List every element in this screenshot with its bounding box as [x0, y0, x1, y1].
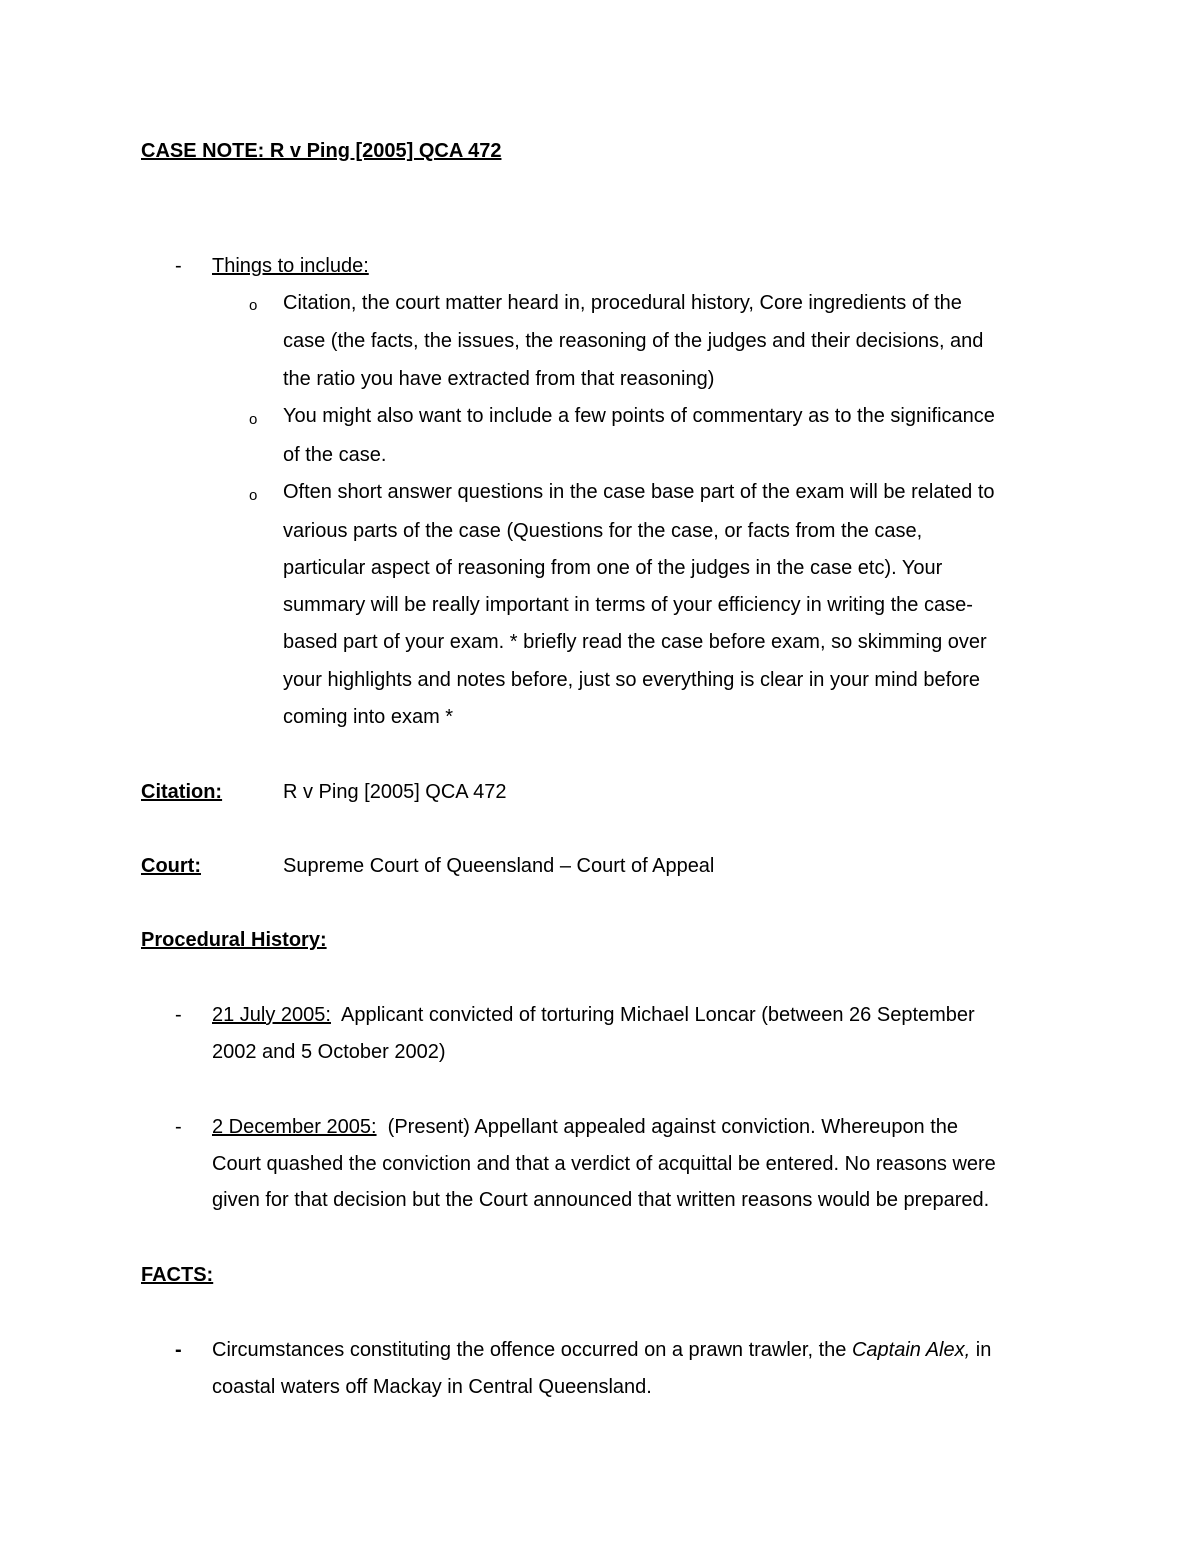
- history-date: 21 July 2005:: [212, 1004, 331, 1026]
- bullet-text-line: of the case.: [283, 444, 387, 466]
- facts-heading: FACTS:: [141, 1264, 214, 1286]
- bullet-text-line: various parts of the case (Questions for the case, or facts from the case,: [283, 520, 923, 542]
- bullet-text-line: based part of your exam. * briefly read the case before exam, so skimming over: [283, 631, 987, 653]
- court-value: Supreme Court of Queensland – Court of Appeal: [283, 855, 715, 877]
- things-to-include-label: Things to include:: [212, 255, 369, 277]
- circle-bullet: o: [249, 411, 258, 428]
- citation-label: Citation:: [141, 781, 223, 803]
- page-title: CASE NOTE: R v Ping [2005] QCA 472: [141, 140, 502, 162]
- bullet-text-line: Often short answer questions in the case base part of the exam will be related to: [283, 481, 995, 503]
- circle-bullet: o: [249, 297, 258, 314]
- procedural-history-heading: Procedural History:: [141, 929, 327, 951]
- bullet-text-line: coming into exam *: [283, 706, 454, 728]
- bullet-text-line: case (the facts, the issues, the reasoning of the judges and their decisions, and: [283, 330, 984, 352]
- dash-bullet: -: [175, 255, 182, 277]
- vessel-name: Captain Alex,: [851, 1339, 971, 1361]
- bullet-text-line: the ratio you have extracted from that reasoning): [283, 368, 715, 390]
- fact-text-line: coastal waters off Mackay in Central Queensland.: [212, 1376, 652, 1398]
- history-text-line: Court quashed the conviction and that a verdict of acquittal be entered. No reasons were: [212, 1153, 996, 1175]
- dash-bullet: -: [175, 1004, 182, 1026]
- fact-text: in: [970, 1339, 992, 1361]
- history-item: [212, 1005, 975, 1025]
- citation-value: R v Ping [2005] QCA 472: [283, 781, 507, 803]
- bullet-text-line: particular aspect of reasoning from one of the judges in the case etc). Your: [283, 557, 943, 579]
- court-label: Court:: [141, 855, 201, 877]
- fact-item: [212, 1340, 991, 1360]
- dash-bullet: -: [175, 1339, 182, 1361]
- bullet-text-line: your highlights and notes before, just so everything is clear in your mind before: [283, 669, 981, 691]
- history-item: [212, 1117, 958, 1137]
- history-text-line: given for that decision but the Court announced that written reasons would be prepared.: [212, 1189, 990, 1211]
- history-text-line: 2002 and 5 October 2002): [212, 1041, 446, 1063]
- fact-text: Circumstances constituting the offence occurred on a prawn trawler, the: [212, 1339, 852, 1361]
- history-text: Applicant convicted of torturing Michael Loncar (between 26 September: [341, 1004, 975, 1026]
- bullet-text-line: You might also want to include a few points of commentary as to the significance: [283, 405, 995, 427]
- circle-bullet: o: [249, 487, 258, 504]
- history-date: 2 December 2005:: [212, 1116, 377, 1138]
- bullet-text-line: summary will be really important in terms of your efficiency in writing the case-: [283, 594, 973, 616]
- dash-bullet: -: [175, 1116, 182, 1138]
- history-text: (Present) Appellant appealed against conviction. Whereupon the: [387, 1116, 959, 1138]
- bullet-text-line: Citation, the court matter heard in, procedural history, Core ingredients of the: [283, 292, 962, 314]
